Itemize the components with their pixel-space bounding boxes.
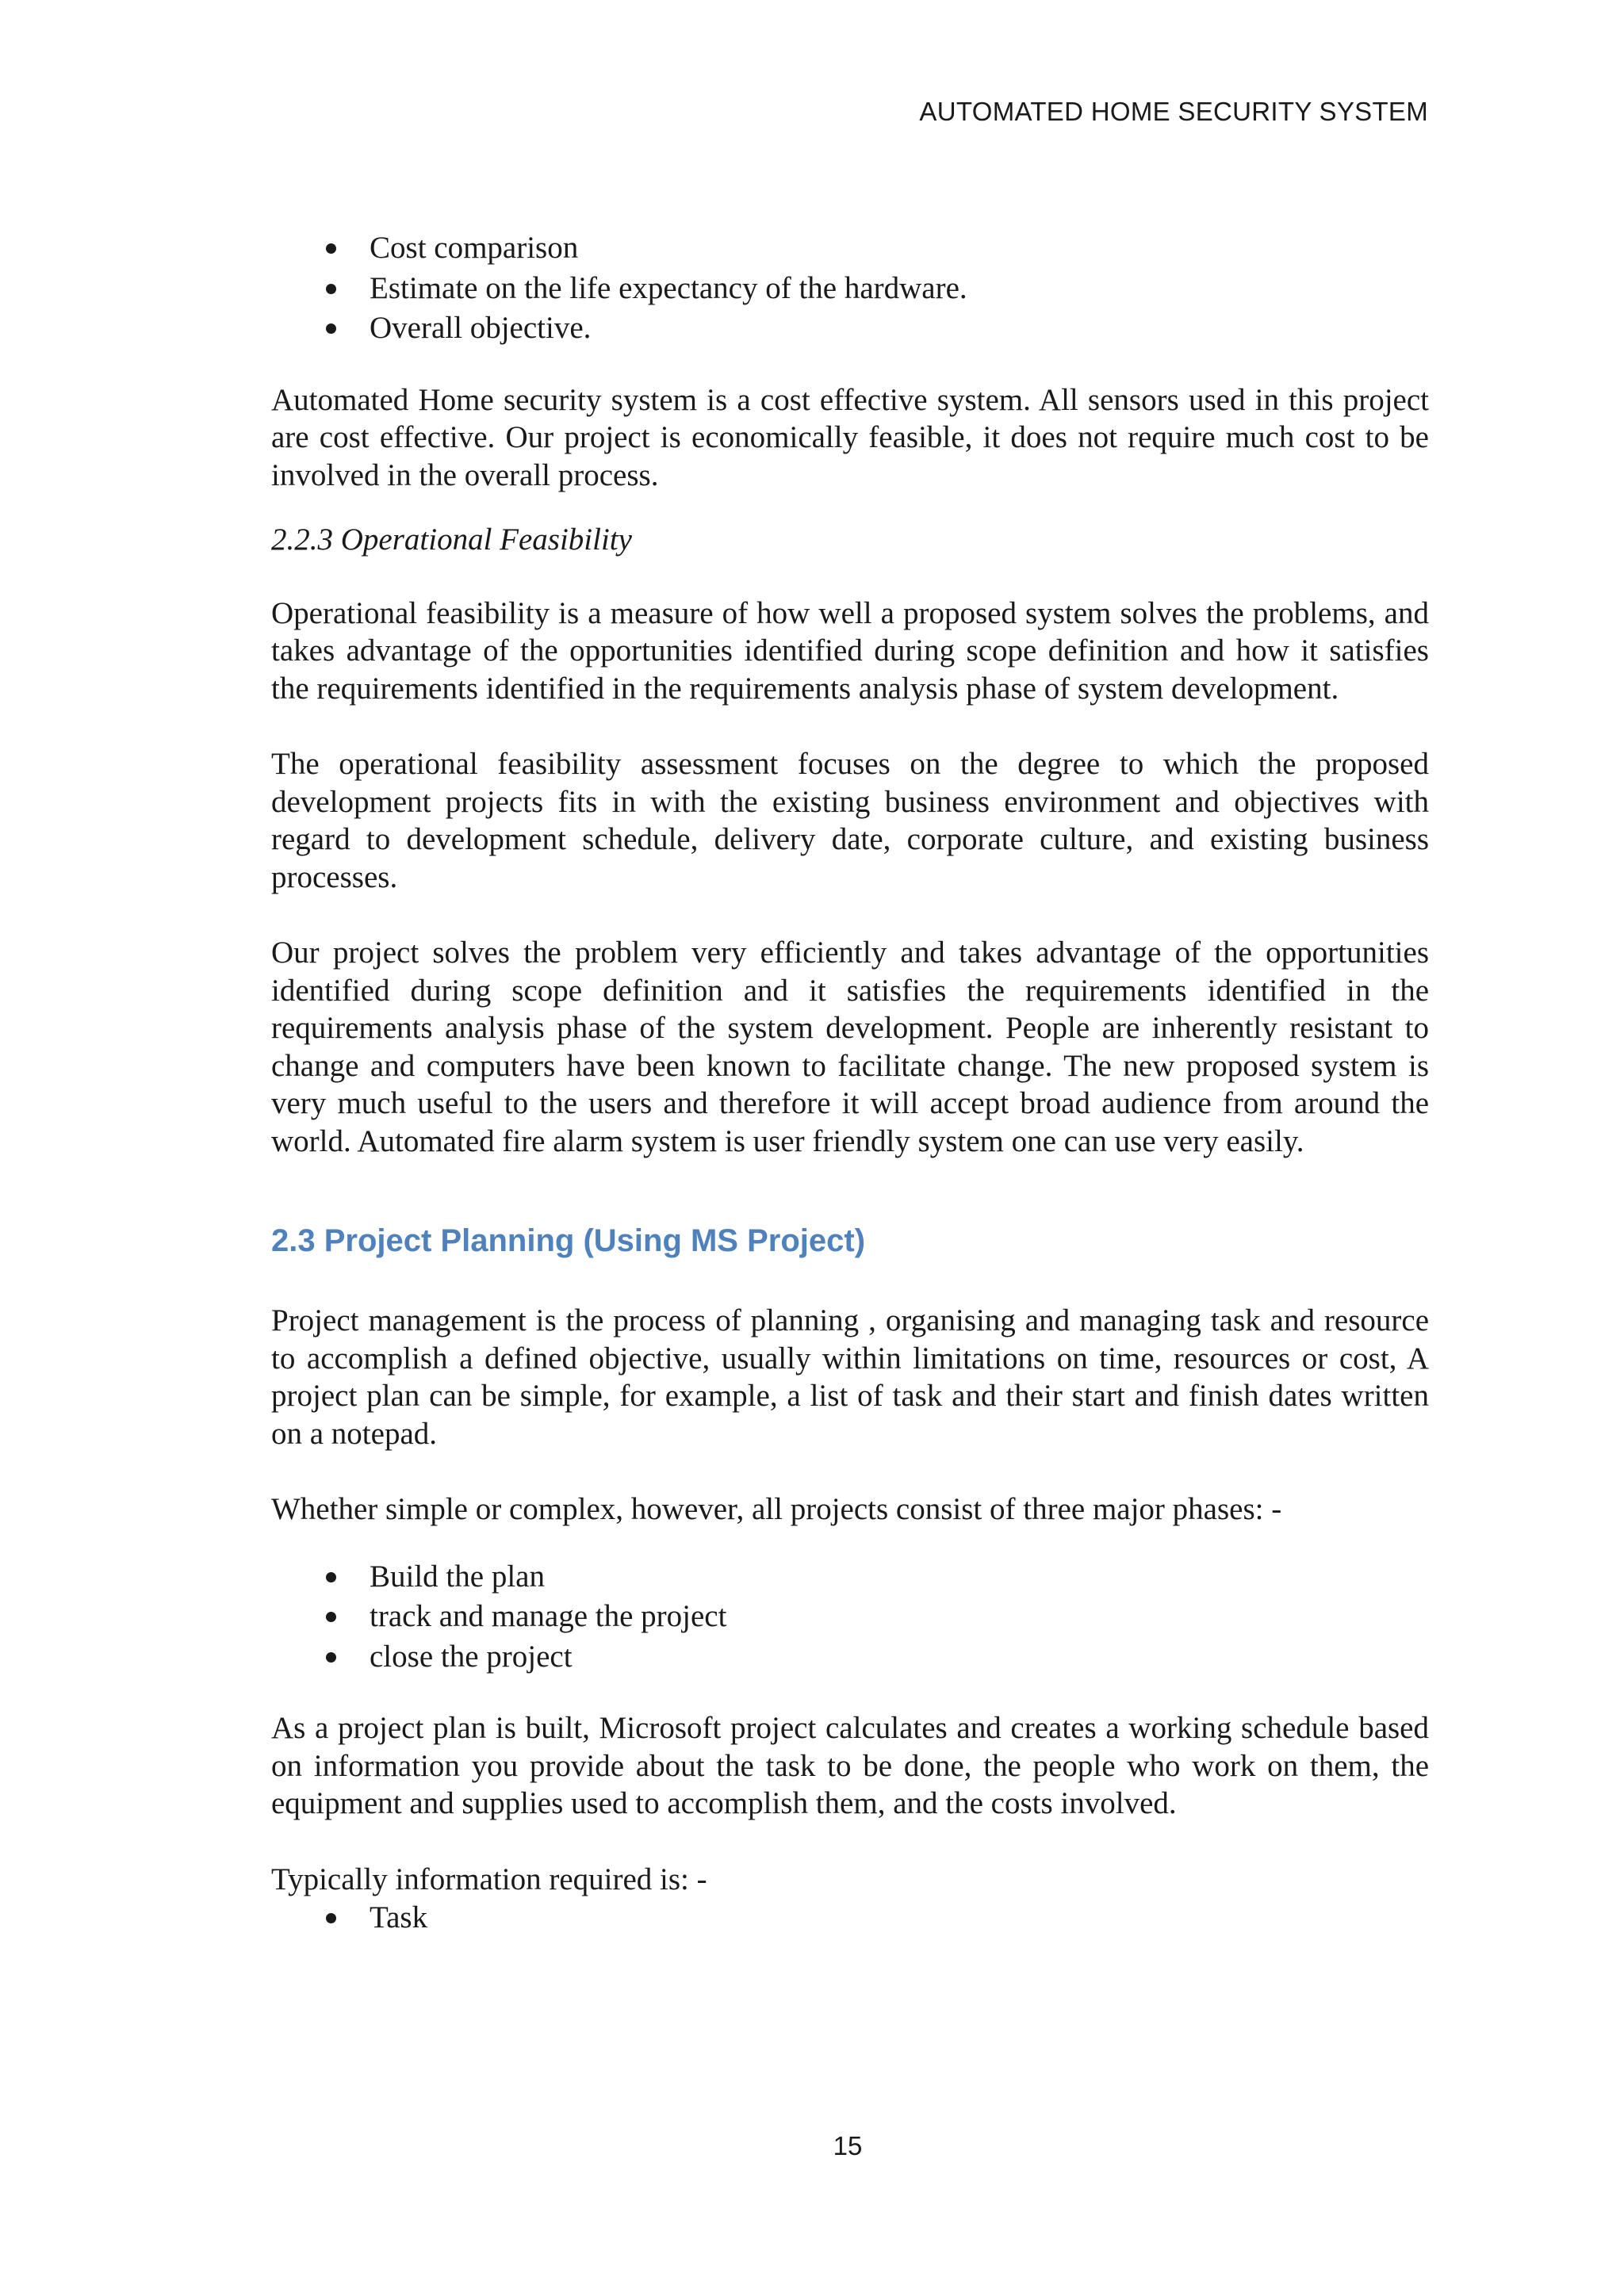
bullet-icon [326, 243, 336, 254]
subheading-operational-feasibility: 2.2.3 Operational Feasibility [271, 522, 632, 557]
paragraph-operational-3: Our project solves the problem very efficiently and takes advantage of the opportunities identified during scope definition and it satisfies the requirements identified in the requirements analysis phase of the system development. People are inherently resistant to change and computers have been known to facilitate change. The new proposed system is very much useful to the users and therefore it will accept broad audience from around the world. Automated fire alarm system is user friendly system one can use very easily. [271, 936, 1429, 1158]
list-item: Task [271, 1898, 1429, 1938]
bullet-list-economic [271, 228, 1429, 349]
paragraph-operational-1: Operational feasibility is a measure of how well a proposed system solves the problems, and takes advantage of the opportunities identified during scope definition and how it satisfies the requirements identified in the requirements analysis phase of system development. [271, 595, 1429, 706]
paragraph-planning-1: Project management is the process of planning , organising and managing task and resource to accomplish a defined objective, usually within limitations on time, resources or cost, A project plan can be simple, for example, a list of task and their start and finish dates written on a notepad. [271, 1303, 1429, 1451]
bullet-icon [326, 1572, 336, 1582]
list-item: track and manage the project [271, 1597, 1429, 1637]
list-item: Build the plan [271, 1557, 1429, 1598]
paragraph-economic: Automated Home security system is a cost effective system. All sensors used in this project are cost effective. Our project is economically feasible, it does not require much cost to be involved in the overall process. [271, 382, 1429, 492]
paragraph-planning-3: As a project plan is built, Microsoft project calculates and creates a working schedule based on information you provide about the task to be done, the people who work on them, the equipment and supplies used to accomplish them, and the costs involved. [271, 1711, 1429, 1820]
list-item: close the project [271, 1637, 1429, 1678]
paragraph-planning-4: Typically information required is: - [271, 1862, 707, 1896]
paragraph-operational-2: The operational feasibility assessment focuses on the degree to which the proposed development projects fits in with the existing business environment and objectives with regard to development schedule, delivery date, corporate culture, and existing business processes. [271, 747, 1429, 894]
section-heading-project-planning: 2.3 Project Planning (Using MS Project) [271, 1223, 866, 1258]
paragraph-planning-2: Whether simple or complex, however, all projects consist of three major phases: - [271, 1492, 1282, 1526]
bullet-icon [326, 284, 336, 294]
page-number: 15 [833, 2131, 863, 2160]
list-item: Estimate on the life expectancy of the hardware. [271, 269, 1429, 309]
list-item: Cost comparison [271, 228, 1429, 269]
page-content [271, 228, 1429, 1938]
bullet-list-phases [271, 1557, 1429, 1678]
bullet-list-info [271, 1898, 1429, 1938]
bullet-icon [326, 1652, 336, 1663]
running-header: AUTOMATED HOME SECURITY SYSTEM [919, 97, 1428, 126]
list-item: Overall objective. [271, 308, 1429, 349]
bullet-icon [326, 323, 336, 334]
bullet-icon [326, 1913, 336, 1923]
bullet-icon [326, 1612, 336, 1622]
